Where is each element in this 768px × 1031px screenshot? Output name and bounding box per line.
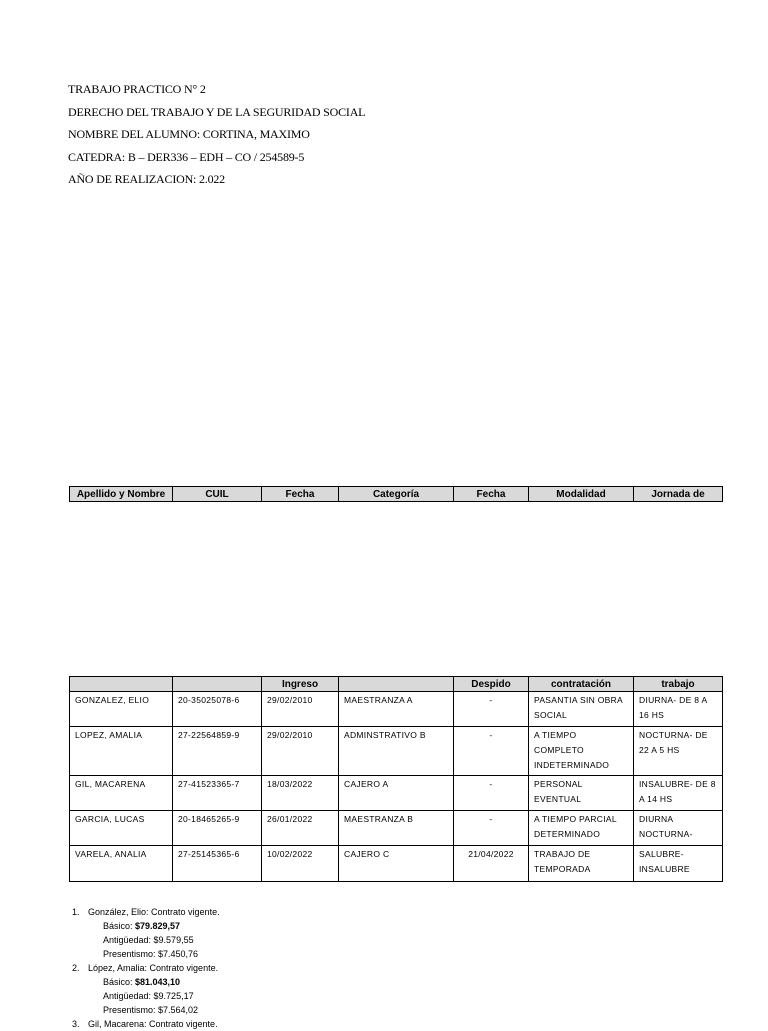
cell-cuil: 27-25145365-6 xyxy=(173,846,262,882)
cell-modalidad: A TIEMPO COMPLETO INDETERMINADO xyxy=(529,727,634,776)
note-title: González, Elio: Contrato vigente. xyxy=(88,907,220,917)
table-row xyxy=(70,776,723,811)
col-header-trabajo: trabajo xyxy=(634,677,723,692)
cell-categoria: CAJERO C xyxy=(339,846,454,882)
table-row xyxy=(70,846,723,882)
cell-jornada: INSALUBRE- DE 8 A 14 HS xyxy=(634,776,723,811)
cell-modalidad: TRABAJO DE TEMPORADA xyxy=(529,846,634,882)
student-name: NOMBRE DEL ALUMNO: CORTINA, MAXIMO xyxy=(68,127,310,141)
col-header-jornada: Jornada de xyxy=(634,487,723,502)
cell-name: GONZALEZ, ELIO xyxy=(70,692,173,727)
cell-name: LOPEZ, AMALIA xyxy=(70,727,173,776)
table-header-row xyxy=(70,487,723,502)
basic-salary-line xyxy=(88,975,220,989)
cell-name: GIL, MACARENA xyxy=(70,776,173,811)
attendance-line: Presentismo: $7.450,76 xyxy=(103,949,199,959)
list-number: 2. xyxy=(72,963,80,973)
list-item xyxy=(72,961,220,975)
cell-fecha-ingreso: 29/02/2010 xyxy=(262,692,339,727)
cell-name: VARELA, ANALIA xyxy=(70,846,173,882)
basic-salary-line xyxy=(88,919,220,933)
col-header-categoria: Categoría xyxy=(339,487,454,502)
col-header-contratacion: contratación xyxy=(529,677,634,692)
assignment-title: TRABAJO PRACTICO N° 2 xyxy=(68,82,206,96)
table-header-row xyxy=(70,677,723,692)
attendance-line: Presentismo: $7.564,02 xyxy=(103,1005,199,1015)
basic-salary-value: $81.043,10 xyxy=(135,977,181,987)
col-header-name-cont xyxy=(70,677,173,692)
cell-fecha-ingreso: 29/02/2010 xyxy=(262,727,339,776)
cell-categoria: CAJERO A xyxy=(339,776,454,811)
cell-fecha-despido: - xyxy=(454,692,529,727)
cell-modalidad: PASANTIA SIN OBRA SOCIAL xyxy=(529,692,634,727)
cell-modalidad: PERSONAL EVENTUAL xyxy=(529,776,634,811)
list-item xyxy=(72,1017,220,1031)
employee-table-header-top xyxy=(69,486,723,502)
cell-categoria: MAESTRANZA B xyxy=(339,811,454,846)
col-header-cuil: CUIL xyxy=(173,487,262,502)
course-name: DERECHO DEL TRABAJO Y DE LA SEGURIDAD SOCIAL xyxy=(68,104,366,119)
seniority-line: Antigüedad: $9.579,55 xyxy=(103,935,194,945)
list-number: 1. xyxy=(72,907,80,917)
table-row xyxy=(70,727,723,776)
cell-jornada: SALUBRE- INSALUBRE xyxy=(634,846,723,882)
basic-salary-label: Básico: xyxy=(103,921,136,931)
employee-table xyxy=(69,676,723,882)
cell-jornada: DIURNA NOCTURNA- xyxy=(634,811,723,846)
cell-fecha-ingreso: 26/01/2022 xyxy=(262,811,339,846)
note-title: Gil, Macarena: Contrato vigente. xyxy=(88,1019,218,1029)
cell-fecha-despido: - xyxy=(454,811,529,846)
col-header-name: Apellido y Nombre xyxy=(70,487,173,502)
cell-jornada: DIURNA- DE 8 A 16 HS xyxy=(634,692,723,727)
col-header-cuil-cont xyxy=(173,677,262,692)
cell-jornada: NOCTURNA- DE 22 A 5 HS xyxy=(634,727,723,776)
cell-cuil: 20-35025078-6 xyxy=(173,692,262,727)
cell-fecha-despido: 21/04/2022 xyxy=(454,846,529,882)
cell-fecha-despido: - xyxy=(454,776,529,811)
list-number: 3. xyxy=(72,1019,80,1029)
cell-fecha-ingreso: 18/03/2022 xyxy=(262,776,339,811)
seniority-line: Antigüedad: $9.725,17 xyxy=(103,991,194,1001)
list-item xyxy=(72,905,220,919)
col-header-despido: Despido xyxy=(454,677,529,692)
cell-name: GARCIA, LUCAS xyxy=(70,811,173,846)
basic-salary-value: $79.829,57 xyxy=(135,921,181,931)
cell-cuil: 20-18465265-9 xyxy=(173,811,262,846)
salary-notes-list xyxy=(72,905,220,1031)
col-header-categoria-cont xyxy=(339,677,454,692)
col-header-fecha-ingreso: Fecha xyxy=(262,487,339,502)
col-header-ingreso: Ingreso xyxy=(262,677,339,692)
cell-categoria: MAESTRANZA A xyxy=(339,692,454,727)
cell-modalidad: A TIEMPO PARCIAL DETERMINADO xyxy=(529,811,634,846)
cell-cuil: 27-41523365-7 xyxy=(173,776,262,811)
table-row xyxy=(70,811,723,846)
cathedra-code: CATEDRA: B – DER336 – EDH – CO / 254589-5 xyxy=(68,149,305,164)
cell-cuil: 27-22564859-9 xyxy=(173,727,262,776)
basic-salary-label: Básico: xyxy=(103,977,136,987)
cell-fecha-ingreso: 10/02/2022 xyxy=(262,846,339,882)
year-of-completion: AÑO DE REALIZACION: 2.022 xyxy=(68,172,225,186)
cell-fecha-despido: - xyxy=(454,727,529,776)
document-header xyxy=(68,80,365,193)
col-header-fecha-despido: Fecha xyxy=(454,487,529,502)
note-title: López, Amalia: Contrato vigente. xyxy=(88,963,219,973)
table-row xyxy=(70,692,723,727)
cell-categoria: ADMINSTRATIVO B xyxy=(339,727,454,776)
col-header-modalidad: Modalidad xyxy=(529,487,634,502)
